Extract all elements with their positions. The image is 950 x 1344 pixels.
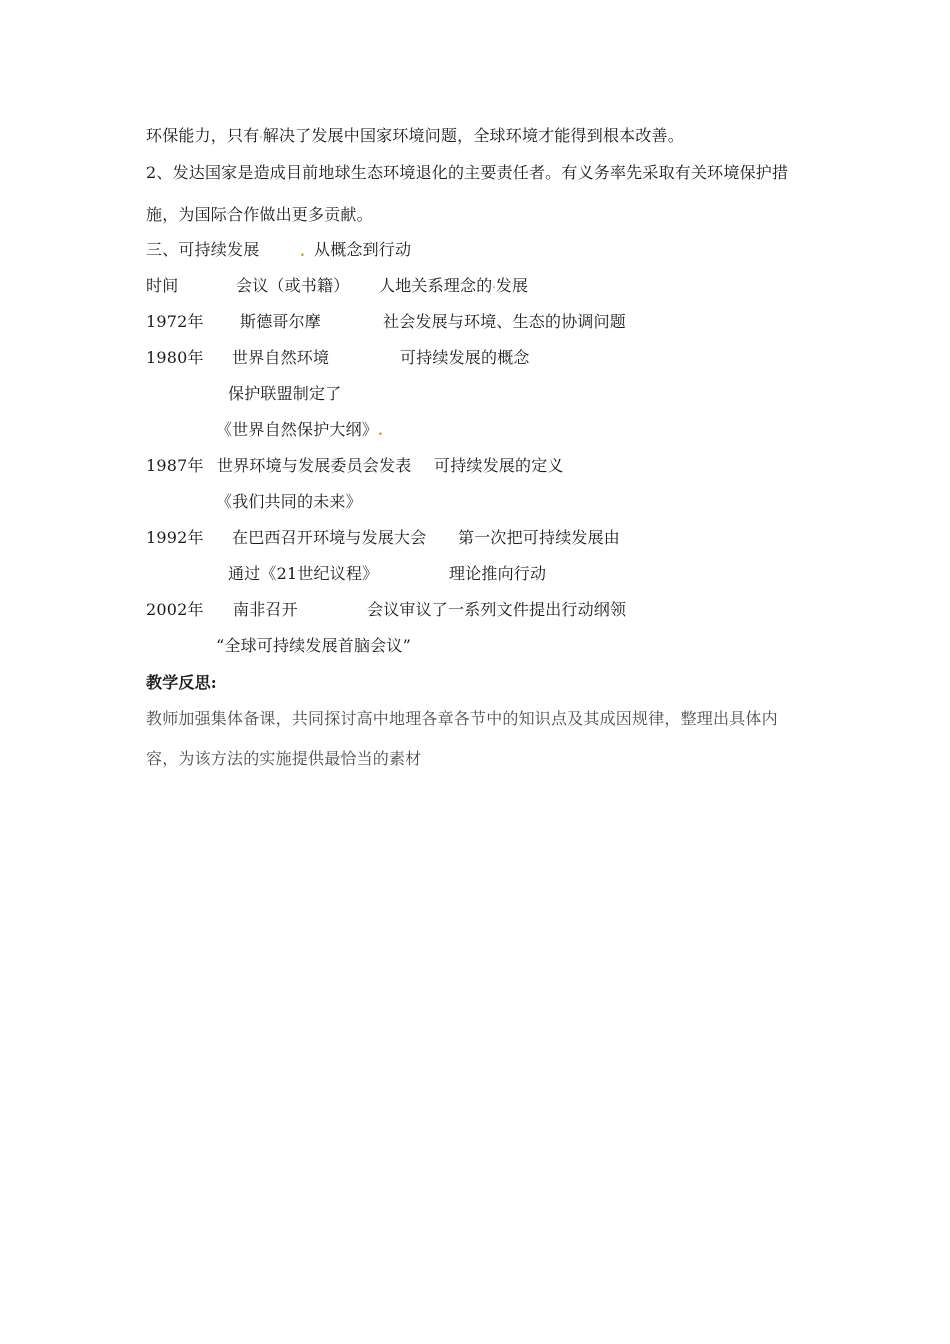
row-1992-meeting2: 通过《21世纪议程》	[228, 564, 379, 583]
para1-line1-a: 环保能力，只有	[146, 126, 260, 145]
row-1972-idea: 社会发展与环境、生态的协调问题	[383, 312, 627, 331]
para1-line3: 施，为国际合作做出更多贡献。	[146, 205, 373, 224]
header-idea-a: 人地关系理念的	[379, 276, 493, 295]
header-time: 时间	[146, 276, 179, 295]
row-1980-idea: 可持续发展的概念	[400, 348, 530, 367]
row-1980-meeting3	[216, 420, 383, 441]
header-meeting: 会议（或书籍）	[236, 276, 350, 295]
row-1980-meeting3-text: 《世界自然保护大纲》	[216, 420, 379, 439]
row-1987-meeting: 世界环境与发展委员会发表	[217, 456, 412, 475]
mark-dot: .	[378, 423, 384, 439]
row-1992-idea2: 理论推向行动	[449, 564, 547, 583]
section3-subtitle: 从概念到行动	[314, 240, 412, 259]
section3-dot: .	[300, 244, 306, 260]
mark-dot: .	[259, 131, 263, 141]
row-2002-meeting2: “全球可持续发展首脑会议”	[216, 636, 411, 655]
reflection-line1: 教师加强集体备课，共同探讨高中地理各章各节中的知识点及其成因规律，整理出具体内	[146, 709, 778, 728]
row-1972-year: 1972年	[146, 312, 204, 331]
row-1992-year: 1992年	[146, 528, 204, 547]
row-2002-idea: 会议审议了一系列文件提出行动纲领	[367, 600, 627, 619]
para1-line1-b: 解决了发展中国家环境问题，全球环境才能得到根本改善。	[262, 126, 684, 145]
row-1992-idea: 第一次把可持续发展由	[458, 528, 621, 547]
mark-dot: .	[492, 281, 496, 291]
reflection-heading: 教学反思:	[146, 673, 217, 692]
row-1972-meeting: 斯德哥尔摩	[240, 312, 322, 331]
row-1980-meeting: 世界自然环境	[232, 348, 330, 367]
section3-title: 三、可持续发展	[146, 240, 260, 259]
header-idea-b: 发展	[495, 276, 529, 295]
row-2002-year: 2002年	[146, 600, 204, 619]
row-1987-idea: 可持续发展的定义	[434, 456, 564, 475]
header-idea	[379, 276, 528, 296]
row-1980-meeting2: 保护联盟制定了	[228, 384, 342, 403]
row-1987-meeting2: 《我们共同的未来》	[216, 492, 362, 511]
row-1987-year: 1987年	[146, 456, 204, 475]
row-1992-meeting: 在巴西召开环境与发展大会	[232, 528, 427, 547]
para1-line1	[146, 126, 684, 146]
para1-line2: 2、发达国家是造成目前地球生态环境退化的主要责任者。有义务率先采取有关环境保护措	[146, 163, 789, 182]
row-1980-year: 1980年	[146, 348, 204, 367]
reflection-line2: 容，为该方法的实施提供最恰当的素材	[146, 749, 422, 768]
row-2002-meeting: 南非召开	[233, 600, 298, 619]
